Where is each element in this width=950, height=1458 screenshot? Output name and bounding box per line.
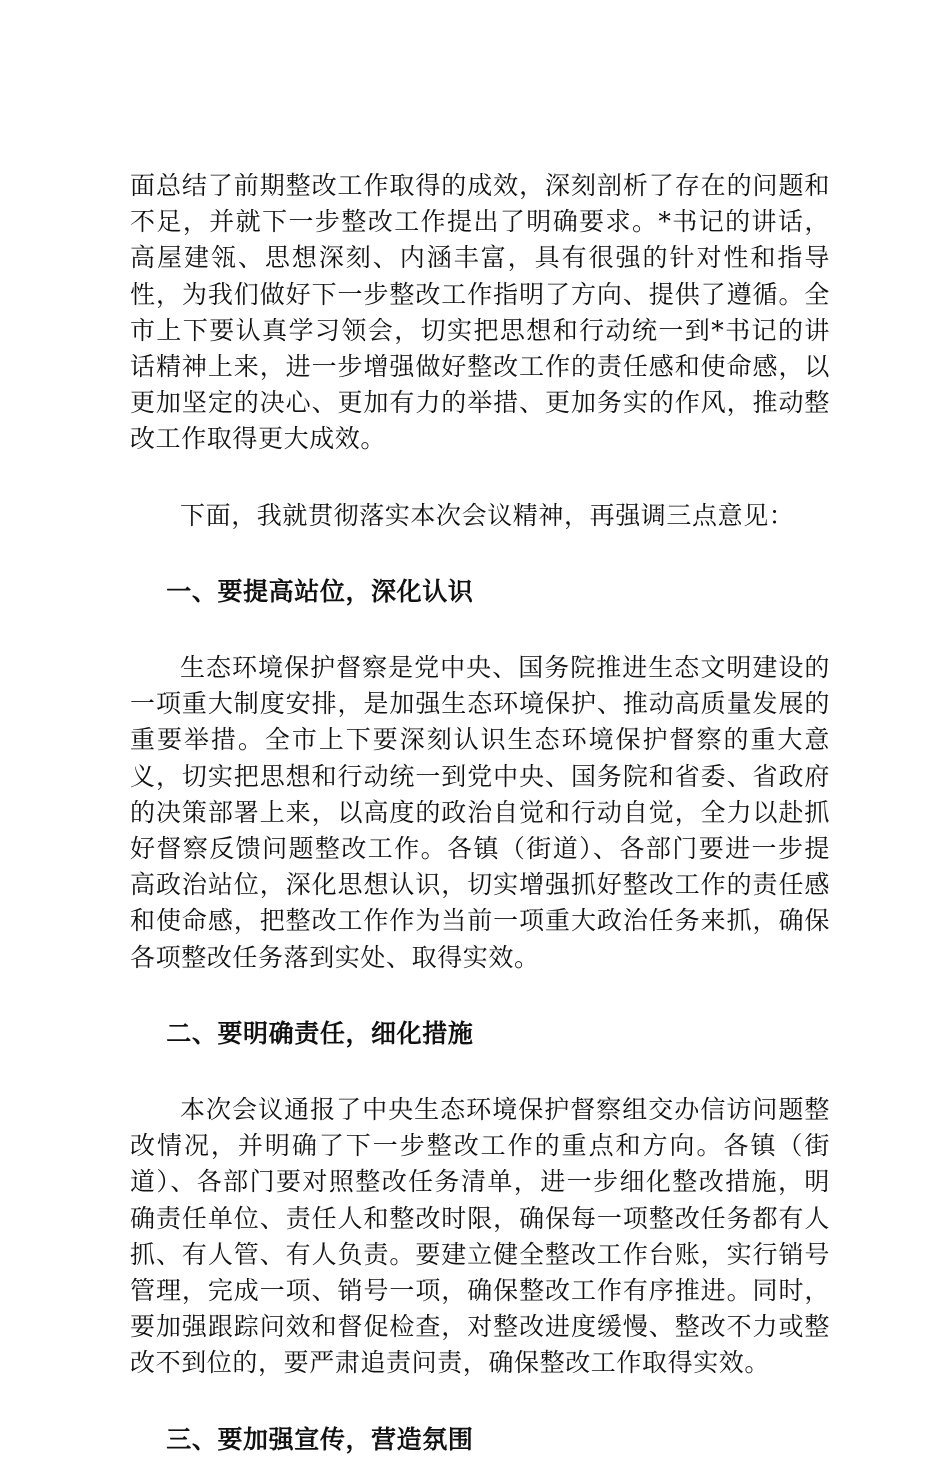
document-page: [130, 168, 830, 1458]
section-heading-3: 三、要加强宣传，营造氛围: [166, 1424, 474, 1454]
section-body-2: 本次会议通报了中央生态环境保护督察组交办信访问题整改情况，并明确了下一步整改工作的重点和方向。各镇（街道）、各部门要对照整改任务清单，进一步细化整改措施，明确责任单位、责任人和整改时限，确保每一项整改任务都有人抓、有人管、有人负责。要建立健全整改工作台账，实行销号管理，完成一项、销号一项，确保整改工作有序推进。同时，要加强跟踪问效和督促检查，对整改进度缓慢、整改不力或整改不到位的，要严肃追责问责，确保整改工作取得实效。: [130, 1095, 830, 1378]
transition-paragraph: 下面，我就贯彻落实本次会议精神，再强调三点意见：: [180, 500, 795, 530]
intro-continuation-paragraph: 面总结了前期整改工作取得的成效，深刻剖析了存在的问题和不足，并就下一步整改工作提出了明确要求。*书记的讲话，高屋建瓴、思想深刻、内涵丰富，具有很强的针对性和指导性，为我们做好下一步整改工作指明了方向、提供了遵循。全市上下要认真学习领会，切实把思想和行动统一到*书记的讲话精神上来，进一步增强做好整改工作的责任感和使命感，以更加坚定的决心、更加有力的举措、更加务实的作风，推动整改工作取得更大成效。: [130, 171, 830, 454]
section-heading-1: 一、要提高站位，深化认识: [166, 576, 474, 606]
section-heading-2: 二、要明确责任，细化措施: [166, 1018, 474, 1048]
section-body-1: 生态环境保护督察是党中央、国务院推进生态文明建设的一项重大制度安排，是加强生态环境保护、推动高质量发展的重要举措。全市上下要深刻认识生态环境保护督察的重大意义，切实把思想和行动统一到党中央、国务院和省委、省政府的决策部署上来，以高度的政治自觉和行动自觉，全力以赴抓好督察反馈问题整改工作。各镇（街道）、各部门要进一步提高政治站位，深化思想认识，切实增强抓好整改工作的责任感和使命感，把整改工作作为当前一项重大政治任务来抓，确保各项整改任务落到实处、取得实效。: [130, 653, 830, 972]
